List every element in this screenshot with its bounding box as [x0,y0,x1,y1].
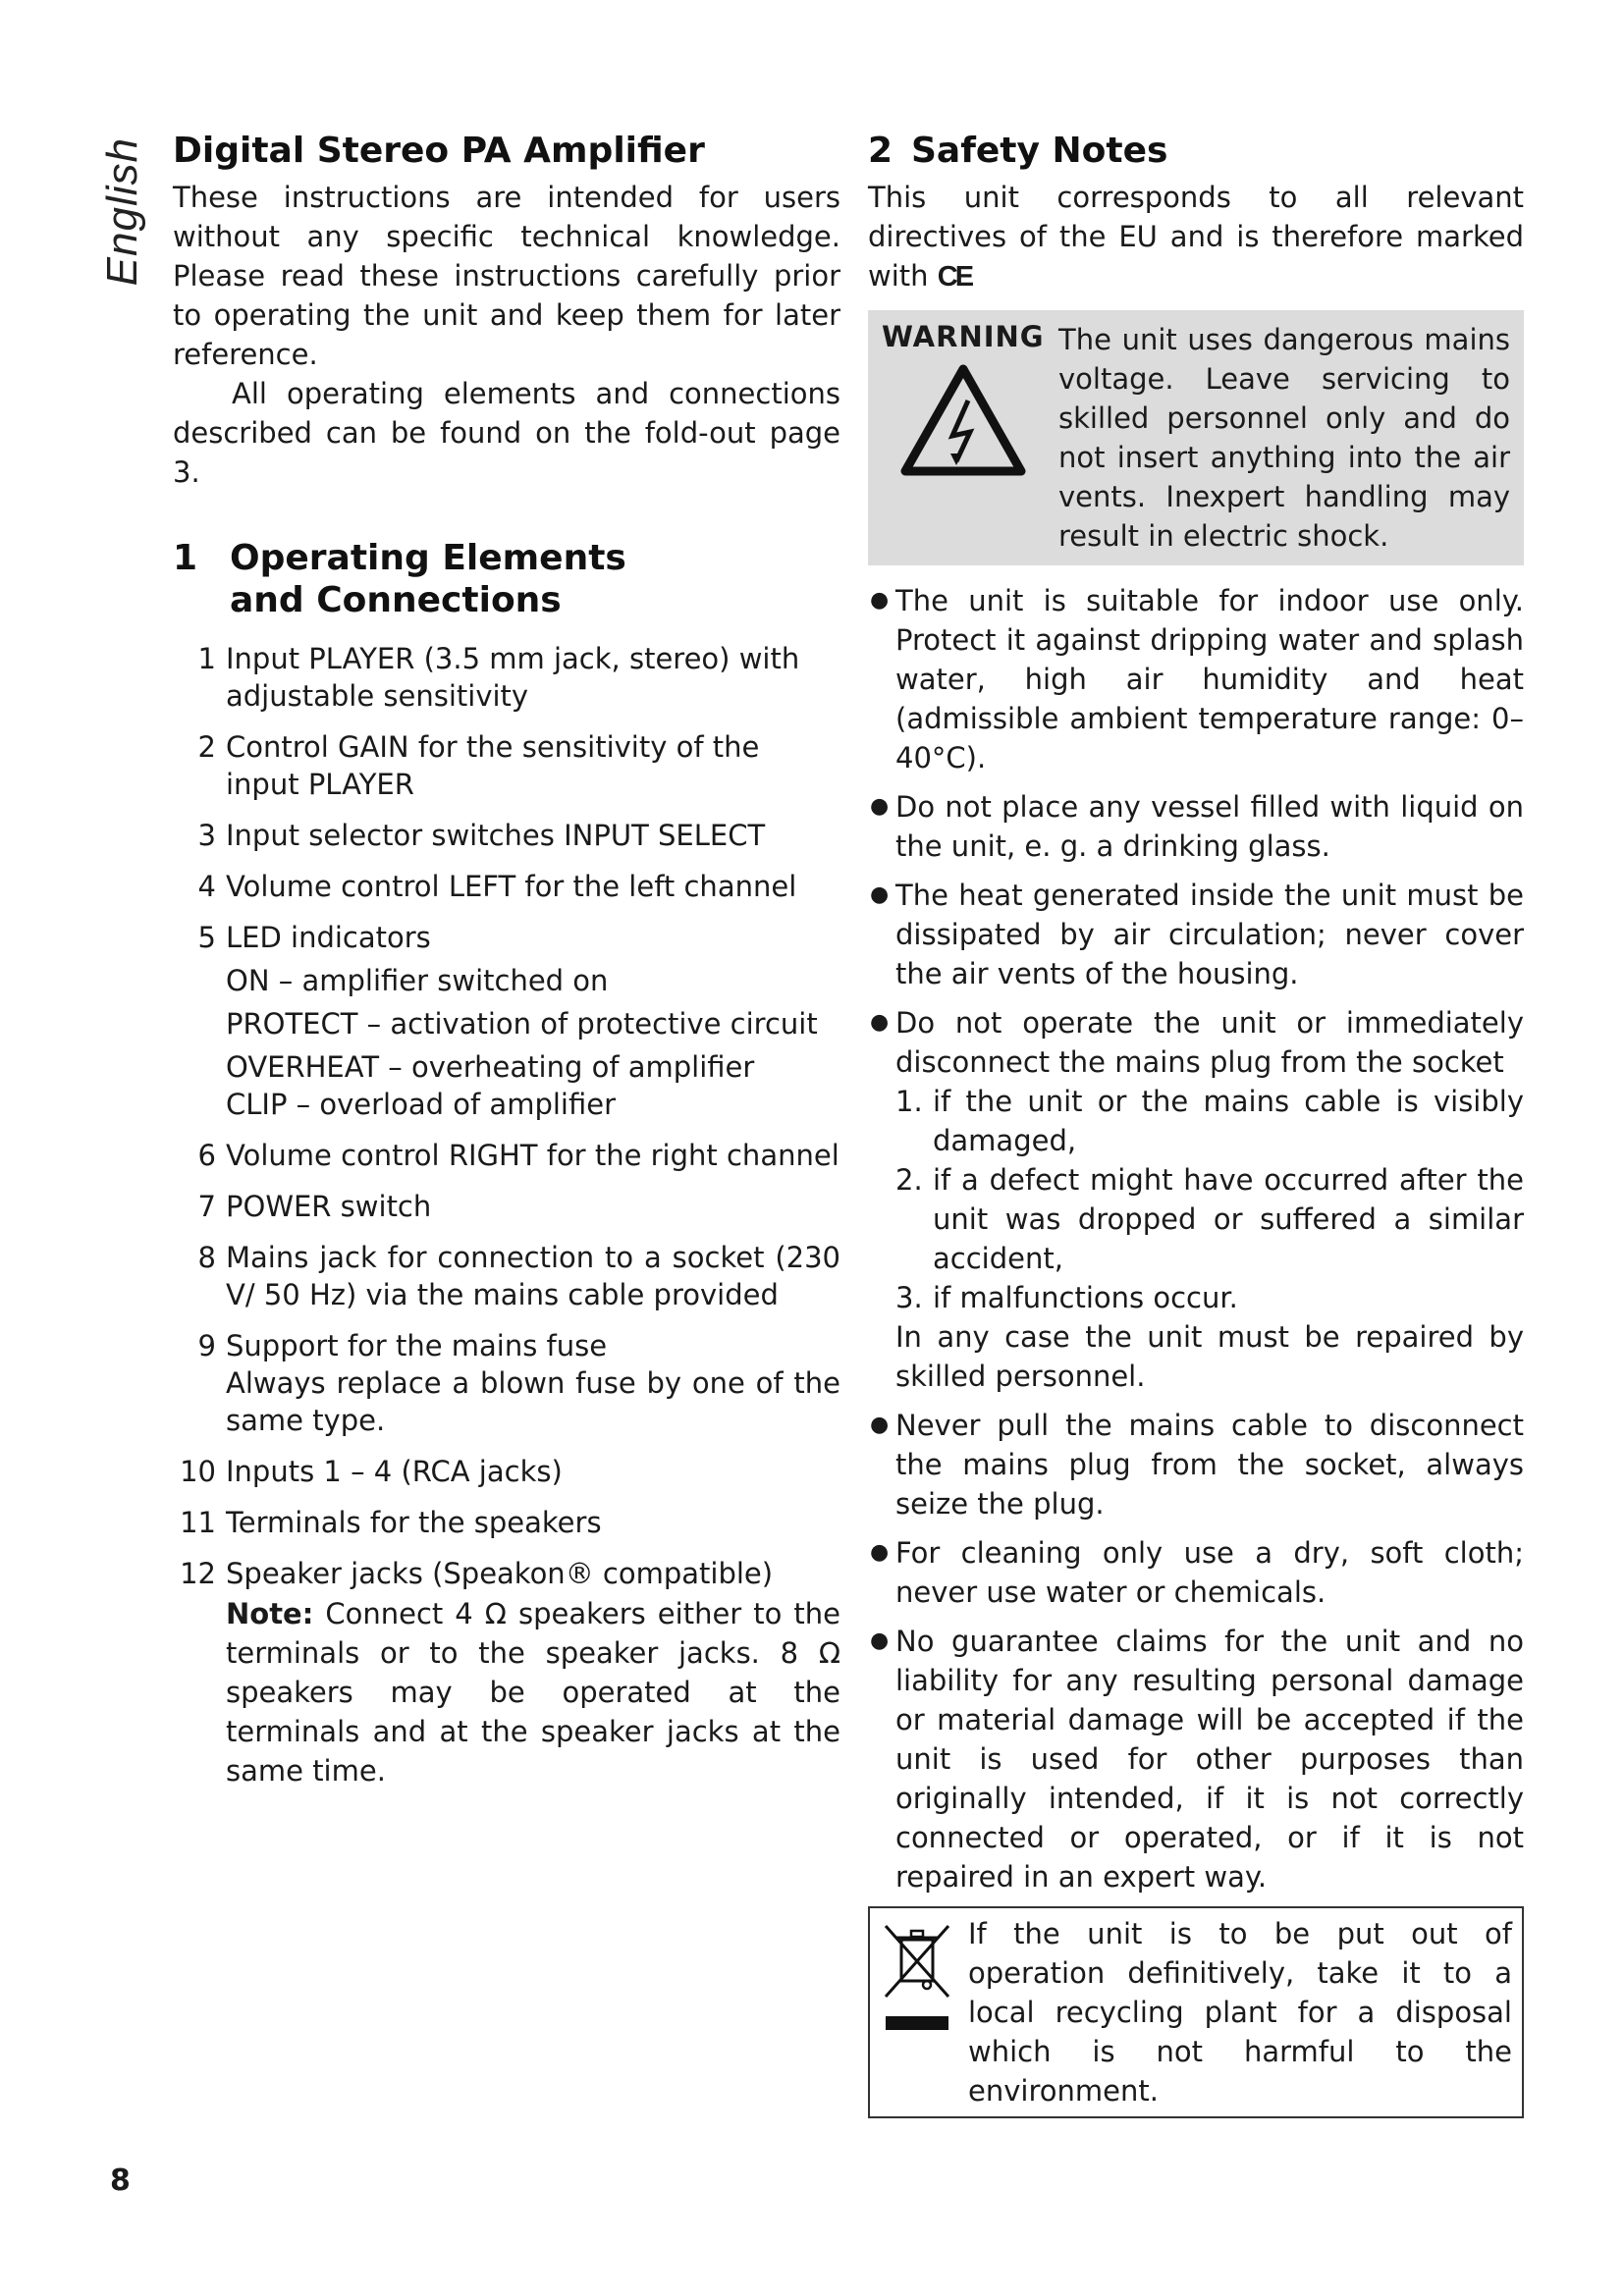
list-item [173,1188,840,1225]
item-number: 5 [197,920,216,954]
case-text: if malfunctions occur. [933,1281,1238,1315]
list-item [173,1239,840,1313]
speaker-note [226,1594,840,1790]
bullet-icon: ● [870,1540,890,1566]
repair-note: In any case the unit must be repaired by skilled personnel. [895,1320,1524,1394]
disconnect-cases-list [895,1082,1524,1317]
crossed-bin-icon [880,1914,954,2042]
bullet-text: Never pull the mains cable to disconnect the mains plug from the socket, always seize the plug. [895,1409,1524,1522]
led-on-line: ON – amplifier switched on [226,963,609,997]
note-label: Note: [226,1596,314,1630]
bullet-text: No guarantee claims for the unit and no liability for any resulting personal damage or material damage will be accepted if the unit is used for other purposes than originally intended, if it is not correctly connected or operated, or if it is not repaired in an expert way. [895,1625,1524,1895]
list-item [868,1533,1524,1612]
bullet-text: The unit is suitable for indoor use only. Protect it against dripping water and splash water, high air humidity and heat (admissible ambient temperature range: 0–40°C). [895,584,1524,775]
foldout-paragraph: All operating elements and connections described can be found on the fold-out page 3. [173,377,840,490]
list-item [173,640,840,715]
item-text: POWER switch [226,1189,432,1223]
warning-text: The unit uses dangerous mains voltage. Leave servicing to skilled personnel only and do not insert anything into the air vents. Inexpert handling may result in electric shock. [1058,323,1510,554]
list-item [868,581,1524,777]
list-item [868,787,1524,866]
page-number: 8 [110,2163,131,2198]
recycling-box [868,1906,1524,2118]
led-clip-line: CLIP – overload of amplifier [226,1087,616,1121]
list-item [173,1327,840,1439]
item-text: Input PLAYER (3.5 mm jack, stereo) with adjustable sensitivity [226,641,800,713]
list-item [173,1504,840,1541]
bullet-icon: ● [870,588,890,614]
warning-label: WARNING [882,320,1045,354]
language-label: English [98,137,146,287]
item-number: 11 [180,1505,216,1539]
intro-paragraph: These instructions are intended for users without any specific technical knowledge. Please read these instructions carefully prior to operating the unit and keep them for later reference. [173,181,840,372]
item-number: 2 [197,729,216,764]
section-2-heading [868,130,1524,172]
item-text: Inputs 1 – 4 (RCA jacks) [226,1454,563,1488]
warning-left [882,320,1045,556]
list-item [173,1453,840,1490]
list-item [173,817,840,854]
section-1-heading [173,537,840,621]
item-number: 6 [197,1138,216,1172]
led-overheat-line: OVERHEAT – overheating of amplifier [226,1049,755,1084]
bullet-icon: ● [870,882,890,908]
list-item [868,1003,1524,1396]
bullet-text: Do not operate the unit or immediately disconnect the mains plug from the socket [895,1006,1524,1080]
item-text: Volume control LEFT for the left channel [226,869,797,903]
list-item [173,919,840,1123]
item-text: Input selector switches INPUT SELECT [226,818,766,852]
section-1-title-line1: Operating Elements [230,538,626,579]
case-number: 1. [895,1085,923,1119]
bullet-text: The heat generated inside the unit must be dissipated by air circulation; never cover the air vents of the housing. [895,879,1524,991]
eu-directive-paragraph [868,178,1524,296]
item-number: 3 [197,818,216,852]
led-protect-line: PROTECT – activation of protective circuit [226,1006,818,1041]
item-number: 4 [197,869,216,903]
list-item [173,728,840,803]
safety-list [868,581,1524,1896]
bullet-icon: ● [870,1413,890,1438]
recycling-text: If the unit is to be put out of operation definitively, take it to a local recycling plant for a disposal which is not harmful to the environment. [968,1917,1512,2109]
list-item [173,1137,840,1174]
item-number: 9 [197,1328,216,1362]
item-number: 10 [180,1454,216,1488]
case-text: if a defect might have occurred after the unit was dropped or suffered a similar accident, [933,1163,1524,1276]
list-item [173,868,840,905]
list-item [173,1555,840,1790]
case-number: 2. [895,1163,923,1198]
item-text: Support for the mains fuse [226,1328,608,1362]
item-text: Speaker jacks (Speakon® compatible) [226,1556,774,1590]
item-text: Mains jack for connection to a socket (230 V/ 50 Hz) via the mains cable provided [226,1240,840,1311]
ce-mark: CE [937,261,972,294]
bullet-text: For cleaning only use a dry, soft cloth; never use water or chemicals. [895,1536,1524,1610]
list-item [868,1622,1524,1896]
operating-elements-list [173,640,840,1790]
bullet-icon: ● [870,1629,890,1654]
eu-directive-text: This unit corresponds to all relevant directives of the EU and is therefore marked with [868,181,1524,294]
section-2-number: 2 [868,131,893,171]
case-text: if the unit or the mains cable is visibly damaged, [933,1085,1524,1158]
item-text: LED indicators [226,920,431,954]
bullet-icon: ● [870,1010,890,1036]
section-2-title: Safety Notes [911,131,1168,171]
recycle-icon-wrap [880,1914,954,2110]
left-column [173,130,840,1804]
list-item [868,876,1524,993]
bullet-icon: ● [870,794,890,820]
case-number: 3. [895,1281,923,1315]
item-number: 12 [180,1556,216,1590]
item-text: Terminals for the speakers [226,1505,602,1539]
item-text: Volume control RIGHT for the right channel [226,1138,839,1172]
item-number: 1 [197,641,216,675]
document-title: Digital Stereo PA Amplifier [173,131,705,171]
case-item [895,1082,1524,1160]
note-text: Connect 4 Ω speakers either to the terminals or to the speaker jacks. 8 Ω speakers may be operated at the terminals and at the speaker jacks at the same time. [226,1596,840,1788]
case-item [895,1278,1524,1317]
item-number: 7 [197,1189,216,1223]
item-text: Control GAIN for the sensitivity of the input PLAYER [226,729,760,801]
section-1-title-line2: and Connections [230,580,562,621]
fuse-note: Always replace a blown fuse by one of the same type. [226,1365,840,1437]
right-column [868,130,1524,2118]
electric-hazard-icon [899,363,1027,477]
item-number: 8 [197,1240,216,1274]
bullet-text: Do not place any vessel filled with liquid on the unit, e. g. a drinking glass. [895,790,1524,864]
warning-box [868,310,1524,565]
section-1-number: 1 [173,538,198,579]
case-item [895,1160,1524,1278]
list-item [868,1406,1524,1523]
